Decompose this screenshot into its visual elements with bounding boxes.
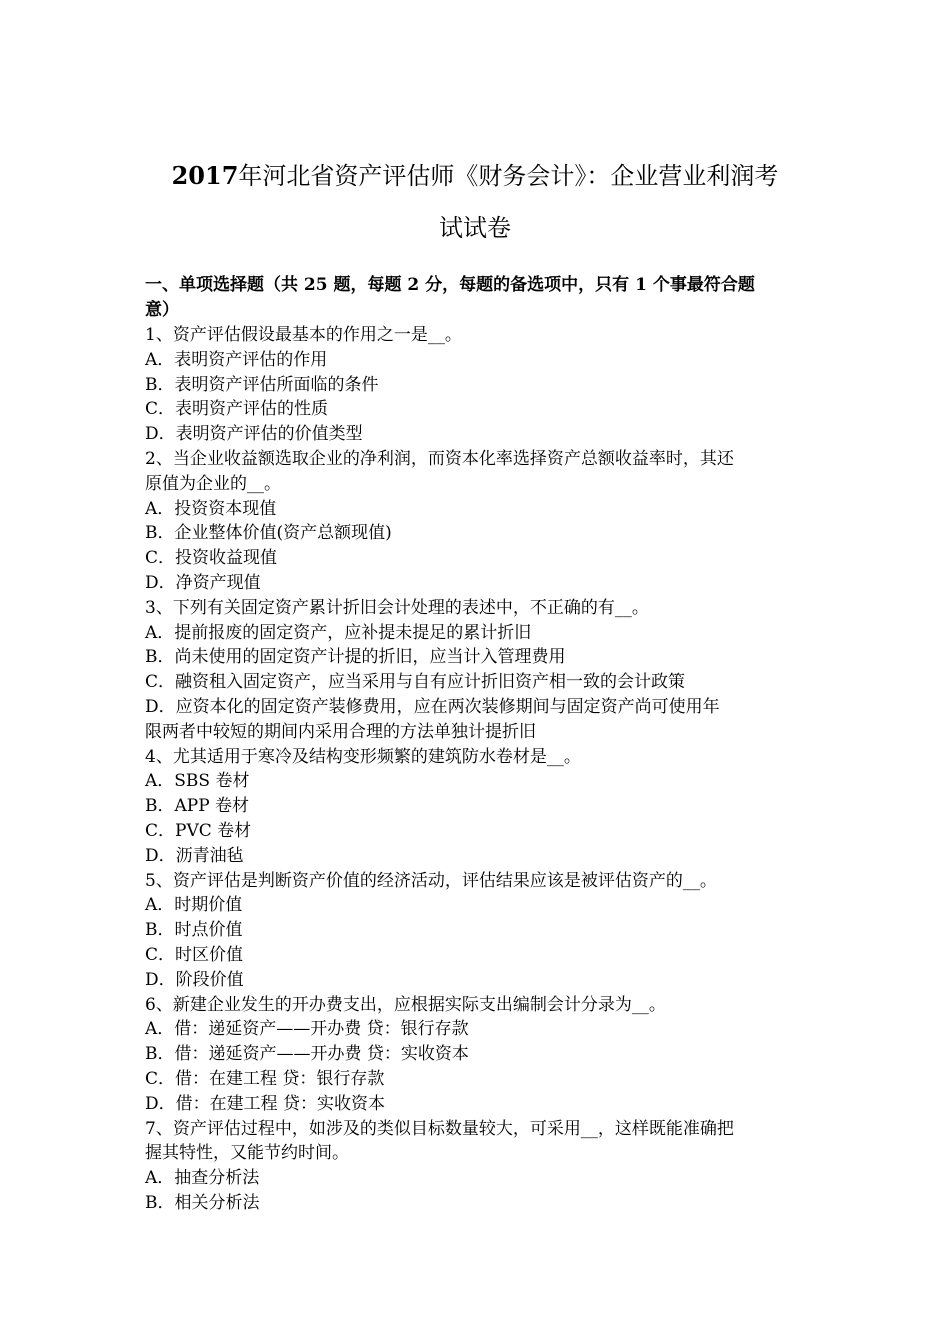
text-line: 1、资产评估假设最基本的作用之一是__。 [145, 325, 462, 345]
text-line: 3、下列有关固定资产累计折旧会计处理的表述中，不正确的有__。 [145, 597, 649, 618]
text-line: D．沥青油毡 [145, 845, 244, 866]
title-line-1 [140, 150, 810, 202]
text-line: 2、当企业收益额选取企业的净利润，而资本化率选择资产总额收益率时，其还 [145, 448, 734, 469]
text-line: A．时期价值 [145, 895, 243, 916]
section-heading-line-1: 一、单项选择题（共 25 题，每题 2 分，每题的备选项中，只有 1 个事最符合题 [145, 275, 755, 295]
text-line: D．表明资产评估的价值类型 [145, 424, 363, 445]
text-line: C．PVC 卷材 [145, 820, 252, 841]
section-heading [145, 273, 810, 323]
text-line: C．时区价值 [145, 944, 244, 965]
text-line: B．借：递延资产——开办费 贷：实收资本 [145, 1044, 469, 1065]
text-line: B．尚未使用的固定资产计提的折旧，应当计入管理费用 [145, 647, 566, 668]
section-heading-line-2: 意） [145, 300, 179, 320]
title-line-1-rest: 年河北省资产评估师《财务会计》：企业营业利润考 [238, 162, 779, 190]
text-line: A．表明资产评估的作用 [145, 349, 328, 370]
text-line: 限两者中较短的期间内采用合理的方法单独计提折旧 [145, 721, 536, 742]
text-line: 5、资产评估是判断资产价值的经济活动，评估结果应该是被评估资产的__。 [145, 870, 717, 891]
text-line: 7、资产评估过程中，如涉及的类似目标数量较大，可采用__，这样既能准确把 [145, 1118, 734, 1139]
text-line: 原值为企业的__。 [145, 473, 281, 494]
text-line: A．提前报废的固定资产，应补提未提足的累计折旧 [145, 622, 532, 643]
text-line: 握其特性，又能节约时间。 [145, 1143, 349, 1164]
question-list [145, 323, 810, 1216]
text-line: A．抽查分析法 [145, 1168, 260, 1189]
text-line: A．投资资本现值 [145, 498, 277, 519]
text-line: B．表明资产评估所面临的条件 [145, 374, 379, 395]
text-line: D．应资本化的固定资产装修费用，应在两次装修期间与固定资产尚可使用年 [145, 696, 720, 717]
text-line: C．融资租入固定资产，应当采用与自有应计折旧资产相一致的会计政策 [145, 672, 686, 693]
title-line-2: 试试卷 [439, 214, 511, 242]
text-line: A．SBS 卷材 [145, 771, 250, 792]
text-line: D．净资产现值 [145, 572, 261, 593]
text-line: B．相关分析法 [145, 1192, 260, 1213]
text-line: B．企业整体价值(资产总额现值) [145, 523, 392, 544]
text-line: D．借：在建工程 贷：实收资本 [145, 1093, 386, 1114]
text-line: D．阶段价值 [145, 969, 244, 990]
title-year: 2017 [171, 161, 239, 190]
text-line: A．借：递延资产——开办费 贷：银行存款 [145, 1019, 469, 1040]
text-line: C．投资收益现值 [145, 548, 278, 569]
document-title [140, 150, 810, 254]
text-line: B．APP 卷材 [145, 796, 250, 817]
text-line: 4、尤其适用于寒冷及结构变形频繁的建筑防水卷材是__。 [145, 746, 581, 767]
text-line: C．借：在建工程 贷：银行存款 [145, 1068, 385, 1089]
text-line: B．时点价值 [145, 920, 243, 941]
text-line: C．表明资产评估的性质 [145, 399, 329, 420]
text-line: 6、新建企业发生的开办费支出，应根据实际支出编制会计分录为__。 [145, 994, 666, 1015]
